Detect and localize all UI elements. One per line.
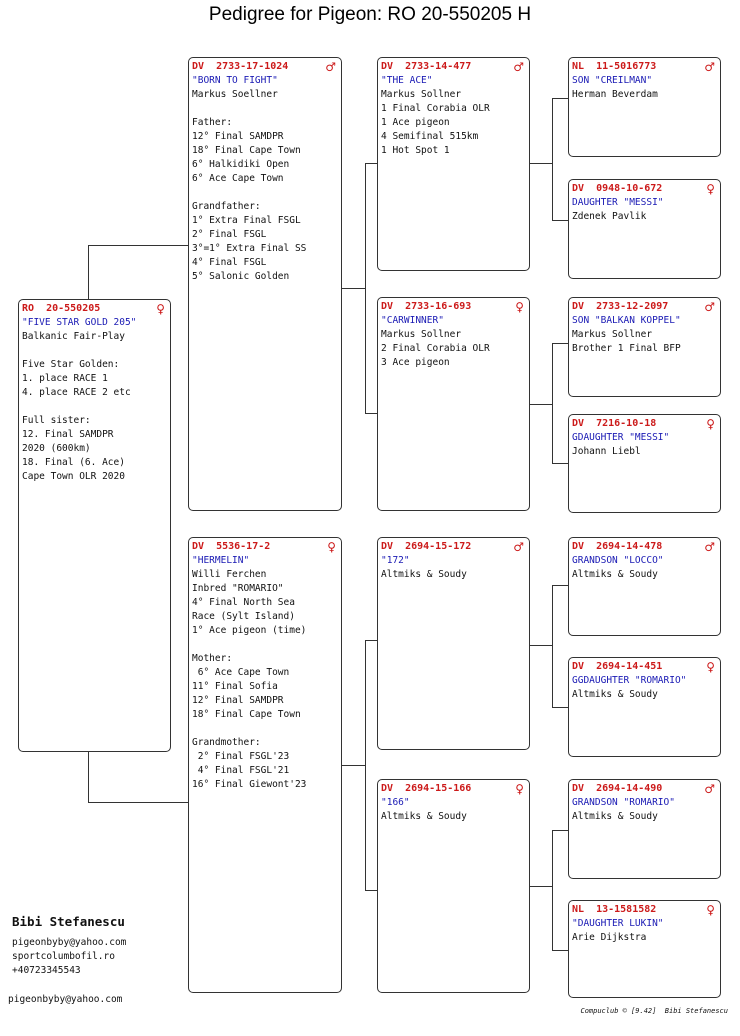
- info-line: 1 Final Corabia OLR: [381, 103, 490, 114]
- ring-number: RO 20-550205 ♀: [22, 302, 165, 316]
- info-line: Five Star Golden:: [22, 359, 120, 370]
- info-line: [192, 722, 338, 736]
- info-line: Altmiks & Soudy: [572, 811, 658, 822]
- connector: [552, 585, 553, 707]
- ring-number: NL 11-5016773 ♂: [572, 60, 715, 74]
- pigeon-card-mm[interactable]: [377, 779, 530, 993]
- ring-number: NL 13-1581582 ♀: [572, 903, 715, 917]
- info-line: 16° Final Giewont'23: [192, 779, 307, 790]
- info-line: Grandmother:: [192, 737, 261, 748]
- info-line: 1 Ace pigeon: [381, 117, 450, 128]
- info-line: Herman Beverdam: [572, 89, 658, 100]
- pigeon-info: [22, 330, 167, 484]
- pigeon-name: "FIVE STAR GOLD 205": [22, 317, 137, 328]
- pigeon-card-mother[interactable]: [188, 537, 342, 993]
- pigeon-name: "THE ACE": [381, 75, 433, 86]
- connector: [552, 220, 568, 221]
- info-line: [22, 400, 167, 414]
- female-icon: ♀: [706, 660, 715, 674]
- connector: [552, 950, 568, 951]
- connector: [530, 163, 552, 164]
- info-line: 4° Final North Sea: [192, 597, 295, 608]
- connector: [88, 802, 188, 803]
- info-line: Brother 1 Final BFP: [572, 343, 681, 354]
- info-line: Willi Ferchen: [192, 569, 267, 580]
- pigeon-name: GRANDSON "LOCCO": [572, 555, 664, 566]
- ring-number: DV 2694-14-451 ♀: [572, 660, 715, 674]
- connector: [342, 765, 365, 766]
- info-line: 6° Halkidiki Open: [192, 159, 290, 170]
- info-line: 18° Final Cape Town: [192, 145, 301, 156]
- info-line: Mother:: [192, 653, 233, 664]
- info-line: 3 Ace pigeon: [381, 357, 450, 368]
- pigeon-name: "BORN TO FIGHT": [192, 75, 278, 86]
- info-line: 6° Ace Cape Town: [192, 667, 290, 678]
- connector: [530, 886, 552, 887]
- connector: [88, 245, 89, 299]
- pigeon-card-mff[interactable]: [568, 537, 721, 636]
- info-line: 1 Hot Spot 1: [381, 145, 450, 156]
- info-line: Race (Sylt Island): [192, 611, 295, 622]
- ring-number: DV 5536-17-2 ♀: [192, 540, 336, 554]
- pigeon-name: "CARWINNER": [381, 315, 444, 326]
- info-line: 1° Extra Final FSGL: [192, 215, 301, 226]
- info-line: 6° Ace Cape Town: [192, 173, 284, 184]
- connector: [88, 245, 188, 246]
- pigeon-info: [572, 88, 717, 102]
- female-icon: ♀: [327, 540, 336, 554]
- pigeon-info: [381, 810, 526, 824]
- connector: [552, 585, 568, 586]
- info-line: Balkanic Fair-Play: [22, 331, 125, 342]
- pigeon-info: [572, 210, 717, 224]
- info-line: 18. Final (6. Ace): [22, 457, 125, 468]
- male-icon: ♂: [704, 300, 715, 314]
- owner-email-secondary[interactable]: pigeonbyby@yahoo.com: [8, 994, 123, 1005]
- info-line: 1. place RACE 1: [22, 373, 108, 384]
- info-line: Altmiks & Soudy: [572, 689, 658, 700]
- connector: [552, 98, 568, 99]
- connector: [552, 707, 568, 708]
- footer-credit: Compuclub © [9.42] Bibi Stefanescu: [580, 1007, 728, 1015]
- connector: [365, 163, 377, 164]
- info-line: Markus Sollner: [381, 329, 462, 340]
- info-line: [192, 102, 338, 116]
- info-line: 4° Final FSGL'21: [192, 765, 290, 776]
- info-line: Johann Liebl: [572, 446, 641, 457]
- info-line: Altmiks & Soudy: [381, 811, 467, 822]
- connector: [530, 645, 552, 646]
- info-line: Altmiks & Soudy: [572, 569, 658, 580]
- connector: [552, 830, 553, 950]
- ring-number: DV 2694-14-490 ♂: [572, 782, 715, 796]
- info-line: [192, 638, 338, 652]
- pigeon-info: [572, 688, 717, 702]
- connector: [530, 404, 552, 405]
- pigeon-name: DAUGHTER "MESSI": [572, 197, 664, 208]
- male-icon: ♂: [704, 782, 715, 796]
- connector: [552, 98, 553, 220]
- female-icon: ♀: [706, 417, 715, 431]
- pigeon-card-mfm[interactable]: [568, 657, 721, 757]
- info-line: 2 Final Corabia OLR: [381, 343, 490, 354]
- info-line: Markus Sollner: [572, 329, 653, 340]
- pigeon-info: [192, 568, 338, 792]
- info-line: Markus Soellner: [192, 89, 278, 100]
- female-icon: ♀: [515, 782, 524, 796]
- pigeon-name: "HERMELIN": [192, 555, 250, 566]
- connector: [342, 288, 365, 289]
- male-icon: ♂: [513, 540, 524, 554]
- owner-phone: +40723345543: [12, 965, 81, 976]
- ring-number: DV 2733-14-477 ♂: [381, 60, 524, 74]
- ring-number: DV 2694-15-172 ♂: [381, 540, 524, 554]
- info-line: Cape Town OLR 2020: [22, 471, 125, 482]
- info-line: 3°=1° Extra Final SS: [192, 243, 307, 254]
- ring-number: DV 7216-10-18 ♀: [572, 417, 715, 431]
- info-line: Inbred "ROMARIO": [192, 583, 284, 594]
- info-line: [22, 344, 167, 358]
- info-line: 2° Final FSGL: [192, 229, 267, 240]
- info-line: Markus Sollner: [381, 89, 462, 100]
- info-line: Grandfather:: [192, 201, 261, 212]
- connector: [552, 343, 568, 344]
- info-line: Zdenek Pavlik: [572, 211, 647, 222]
- owner-website[interactable]: sportcolumbofil.ro: [12, 951, 115, 962]
- male-icon: ♂: [325, 60, 336, 74]
- pigeon-info: [381, 328, 526, 370]
- pigeon-card-subject[interactable]: [18, 299, 171, 752]
- pigeon-name: GDAUGHTER "MESSI": [572, 432, 670, 443]
- pigeon-card-fm[interactable]: [377, 297, 530, 511]
- pigeon-info: [192, 88, 338, 284]
- female-icon: ♀: [515, 300, 524, 314]
- info-line: Altmiks & Soudy: [381, 569, 467, 580]
- connector: [365, 640, 366, 890]
- ring-number: DV 2733-17-1024 ♂: [192, 60, 336, 74]
- ring-number: DV 0948-10-672 ♀: [572, 182, 715, 196]
- info-line: 4 Semifinal 515km: [381, 131, 479, 142]
- female-icon: ♀: [706, 903, 715, 917]
- owner-email[interactable]: pigeonbyby@yahoo.com: [12, 937, 127, 948]
- female-icon: ♀: [156, 302, 165, 316]
- info-line: 12. Final SAMDPR: [22, 429, 114, 440]
- pigeon-info: [572, 445, 717, 459]
- owner-name: Bibi Stefanescu: [12, 914, 125, 929]
- info-line: 4. place RACE 2 etc: [22, 387, 131, 398]
- pigeon-info: [381, 88, 526, 158]
- pigeon-card-ffm[interactable]: [568, 179, 721, 279]
- pigeon-card-fmf[interactable]: [568, 297, 721, 397]
- info-line: 2° Final FSGL'23: [192, 751, 290, 762]
- pigeon-name: "172": [381, 555, 410, 566]
- info-line: 12° Final SAMDPR: [192, 695, 284, 706]
- female-icon: ♀: [706, 182, 715, 196]
- pigeon-name: SON "CREILMAN": [572, 75, 653, 86]
- pigeon-name: "DAUGHTER LUKIN": [572, 918, 664, 929]
- pigeon-info: [572, 810, 717, 824]
- connector: [552, 463, 568, 464]
- connector: [88, 752, 89, 802]
- info-line: Full sister:: [22, 415, 91, 426]
- male-icon: ♂: [513, 60, 524, 74]
- connector: [552, 343, 553, 463]
- pigeon-card-father[interactable]: [188, 57, 342, 511]
- connector: [552, 830, 568, 831]
- ring-number: DV 2694-15-166 ♀: [381, 782, 524, 796]
- info-line: 2020 (600km): [22, 443, 91, 454]
- pigeon-card-mmm[interactable]: [568, 900, 721, 998]
- info-line: Father:: [192, 117, 233, 128]
- info-line: 4° Final FSGL: [192, 257, 267, 268]
- info-line: 11° Final Sofia: [192, 681, 278, 692]
- male-icon: ♂: [704, 60, 715, 74]
- info-line: 5° Salonic Golden: [192, 271, 290, 282]
- pigeon-info: [572, 568, 717, 582]
- connector: [365, 163, 366, 413]
- info-line: [192, 186, 338, 200]
- male-icon: ♂: [704, 540, 715, 554]
- ring-number: DV 2694-14-478 ♂: [572, 540, 715, 554]
- pigeon-card-mmf[interactable]: [568, 779, 721, 879]
- pigeon-name: GGDAUGHTER "ROMARIO": [572, 675, 687, 686]
- pigeon-name: "166": [381, 797, 410, 808]
- pigeon-card-ff[interactable]: [377, 57, 530, 271]
- info-line: 18° Final Cape Town: [192, 709, 301, 720]
- pigeon-info: [572, 931, 717, 945]
- connector: [365, 890, 377, 891]
- info-line: 12° Final SAMDPR: [192, 131, 284, 142]
- pigeon-name: GRANDSON "ROMARIO": [572, 797, 675, 808]
- info-line: 1° Ace pigeon (time): [192, 625, 307, 636]
- pigeon-name: SON "BALKAN KOPPEL": [572, 315, 681, 326]
- connector: [365, 413, 377, 414]
- pigeon-info: [381, 568, 526, 582]
- page-title: Pedigree for Pigeon: RO 20-550205 H: [208, 4, 532, 25]
- ring-number: DV 2733-12-2097 ♂: [572, 300, 715, 314]
- pigeon-card-fmm[interactable]: [568, 414, 721, 513]
- pigeon-info: [572, 328, 717, 356]
- info-line: Arie Dijkstra: [572, 932, 647, 943]
- pigeon-card-mf[interactable]: [377, 537, 530, 750]
- pigeon-card-fff[interactable]: [568, 57, 721, 157]
- connector: [365, 640, 377, 641]
- ring-number: DV 2733-16-693 ♀: [381, 300, 524, 314]
